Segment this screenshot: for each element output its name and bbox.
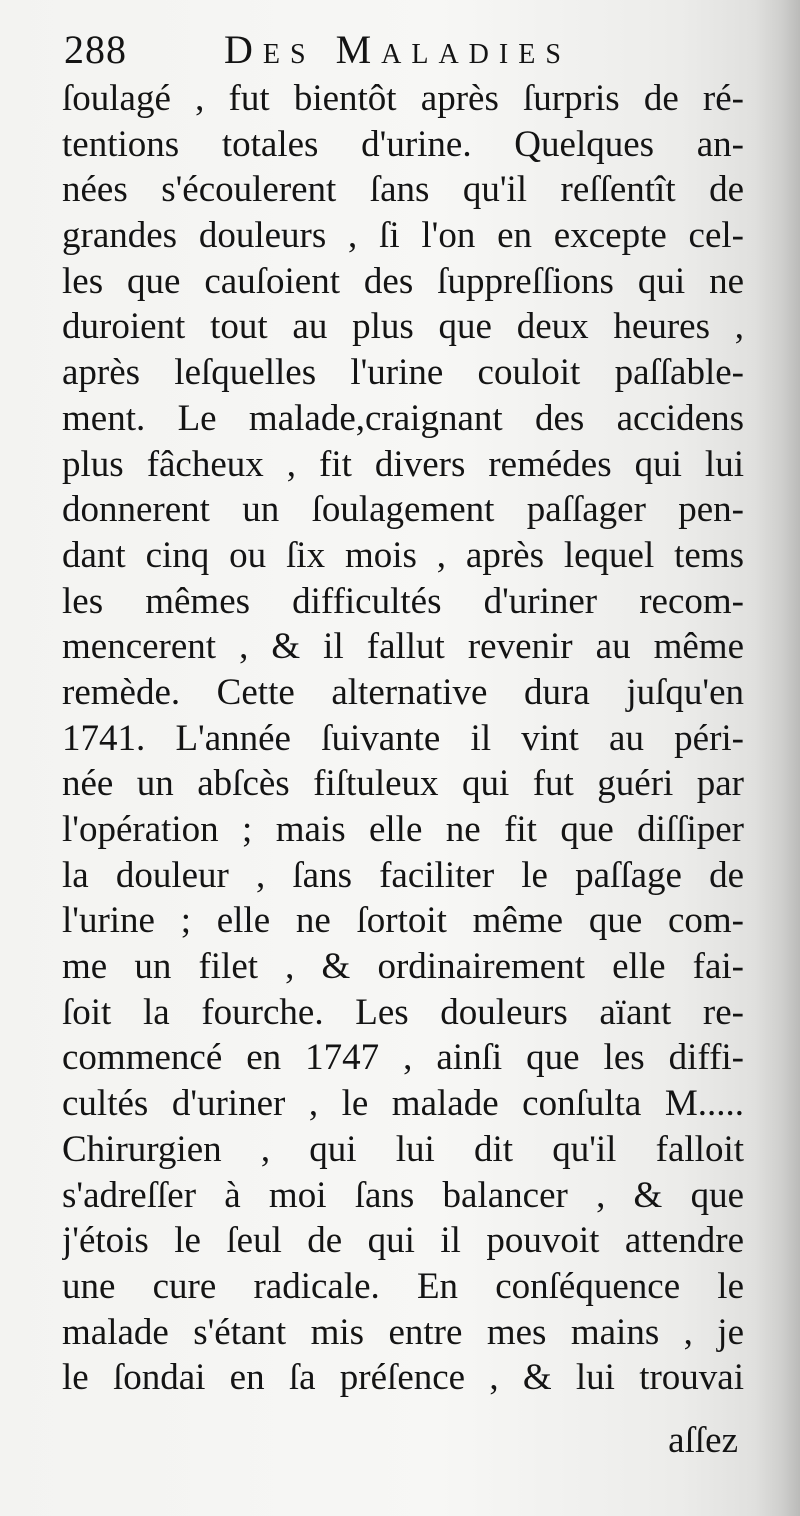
text-line: ment. Le malade,craignant des accidens: [62, 397, 744, 439]
text-line: commencé en 1747 , ainſi que les diffi-: [62, 1037, 744, 1079]
text-line: mencerent , & il fallut revenir au même: [62, 626, 744, 668]
text-line: remède. Cette alternative dura juſqu'en: [62, 671, 744, 713]
text-line: la douleur , ſans faciliter le paſſage de: [62, 854, 744, 896]
text-line: malade s'étant mis entre mes mains , je: [62, 1311, 744, 1353]
text-line: plus fâcheux , fit divers remédes qui lui: [62, 443, 744, 485]
text-line: j'étois le ſeul de qui il pouvoit attendre: [62, 1220, 744, 1262]
text-line: nées s'écoulerent ſans qu'il reſſentît de: [62, 169, 744, 211]
text-line: les mêmes difficultés d'uriner recom-: [62, 580, 744, 622]
text-line: les que cauſoient des ſuppreſſions qui ne: [62, 260, 744, 302]
text-line: ſoit la fourche. Les douleurs aïant re-: [62, 991, 744, 1033]
text-line: cultés d'uriner , le malade conſulta M.....: [62, 1083, 744, 1125]
catchword: aſſez: [668, 1420, 738, 1461]
text-line: l'urine ; elle ne ſortoit même que com-: [62, 900, 744, 942]
text-line: donnerent un ſoulagement paſſager pen-: [62, 489, 744, 531]
text-line: Chirurgien , qui lui dit qu'il falloit: [62, 1128, 744, 1170]
text-line: née un abſcès fiſtuleux qui fut guéri par: [62, 763, 744, 805]
text-line: tentions totales d'urine. Quelques an-: [62, 123, 744, 165]
text-line: une cure radicale. En conſéquence le: [62, 1265, 744, 1307]
body-text: [62, 76, 744, 1401]
text-line: 1741. L'année ſuivante il vint au péri-: [62, 717, 744, 759]
text-line: l'opération ; mais elle ne fit que diſſiper: [62, 809, 744, 850]
text-line: s'adreſſer à moi ſans balancer , & que: [62, 1174, 744, 1216]
running-head: Des Maladies: [224, 27, 571, 72]
text-line: dant cinq ou ſix mois , après lequel tems: [62, 534, 744, 576]
text-line: duroient tout au plus que deux heures ,: [62, 306, 744, 348]
page-header: [64, 18, 740, 80]
page-number: 288: [64, 27, 127, 72]
text-line: ſoulagé , fut bientôt après ſurpris de ré-: [62, 78, 744, 119]
text-line: grandes douleurs , ſi l'on en excepte cel-: [62, 215, 744, 257]
text-line: me un filet , & ordinairement elle fai-: [62, 946, 744, 988]
text-line: après leſquelles l'urine couloit paſſable-: [62, 352, 744, 394]
text-line: le ſondai en ſa préſence , & lui trouvai: [62, 1357, 744, 1399]
